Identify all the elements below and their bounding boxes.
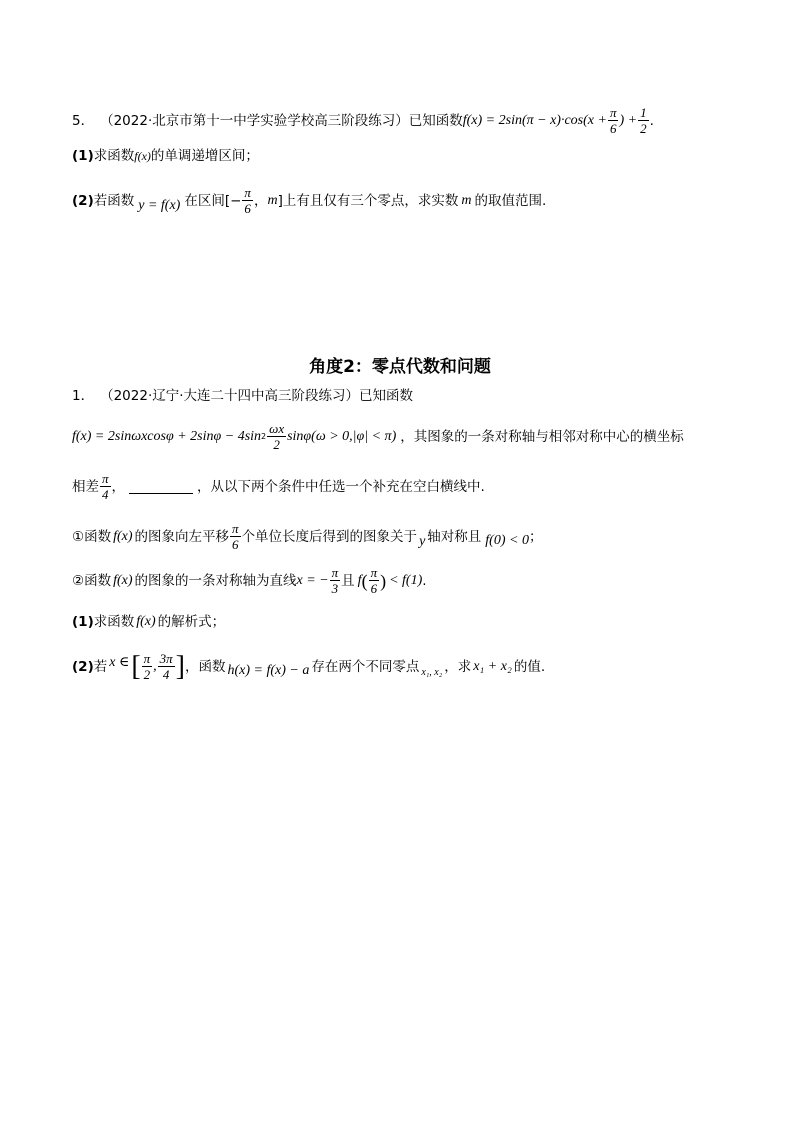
formula-part: sinφ(ω > 0,|φ| < π) — [287, 428, 397, 444]
problem-5-statement — [72, 106, 654, 135]
fraction: $\frac{\pi}{2}$ — [143, 651, 151, 682]
function-symbol: f — [357, 572, 362, 588]
answer-blank — [129, 479, 193, 494]
question-text: 若函数 — [93, 192, 135, 209]
condition-2 — [72, 566, 427, 595]
function-symbol: f(x) — [113, 528, 133, 544]
fraction: $\frac{\pi}{4}$ — [102, 471, 109, 502]
condition-text: ②函数 — [72, 572, 112, 589]
question-text: ，函数 — [185, 658, 226, 675]
end-punct: . — [649, 112, 654, 129]
exponent: 2 — [261, 431, 267, 441]
condition-formula: x ∈ — [109, 654, 130, 670]
condition-text: . — [422, 572, 427, 589]
problem-source: （2022·辽宁·大连二十四中高三阶段练习） — [100, 388, 360, 404]
question-text: ，求 — [444, 658, 472, 675]
condition-text: 轴对称且 — [427, 528, 482, 545]
question-label: (2) — [72, 192, 94, 209]
condition-text: ； — [528, 528, 543, 545]
question-text: 的解析式； — [157, 614, 226, 630]
question-label: (1) — [72, 614, 94, 630]
fraction: $\frac{\pi}{6}$ — [609, 105, 617, 136]
variable-y: y — [419, 533, 426, 549]
question-text: 存在两个不同零点 — [311, 658, 420, 675]
formula-part: f(x) = 2sinωxcosφ + 2sinφ − 4sin — [72, 428, 262, 444]
fraction: $\frac{1}{2}$ — [640, 105, 647, 136]
variable-m: m — [461, 192, 472, 208]
question-text: 若 — [93, 658, 108, 675]
comma: , — [153, 658, 157, 674]
condition-text: 的图象的一条对称轴为直线 — [134, 572, 297, 589]
problem-1-line3 — [72, 472, 485, 501]
problem-text: ，其图象的一条对称轴与相邻对称中心的横坐标 — [400, 428, 684, 445]
condition-1 — [72, 522, 542, 551]
fraction: $\frac{\omega x}{2}$ — [269, 421, 285, 452]
question-label: (1) — [72, 148, 94, 164]
zeros-symbol: x₁, x₂ — [421, 666, 443, 678]
problem-number: 5． — [72, 112, 95, 129]
problem-text: ，从以下两个条件中任选一个补充在空白横线中. — [197, 478, 485, 495]
right-bracket: ] — [175, 650, 185, 682]
function-symbol: y = f(x) — [138, 197, 181, 213]
problem-1-question-1 — [72, 612, 225, 632]
fraction: $\frac{3\pi}{4}$ — [159, 651, 173, 682]
problem-number: 1． — [72, 388, 95, 404]
problem-1-function — [72, 422, 684, 451]
condition-text: 个单位长度后得到的图象关于 — [241, 528, 418, 545]
problem-text: ， — [111, 478, 126, 495]
problem-intro: 已知函数 — [408, 112, 463, 129]
problem-5-question-2 — [72, 186, 546, 215]
function-symbol: f(x) — [134, 149, 151, 163]
sum-formula: x₁ + x₂ — [473, 658, 512, 674]
left-bracket: [ — [131, 650, 141, 682]
question-text: 的值. — [513, 658, 546, 675]
formula-part: f(x) = 2sin(π − x)·cos(x + — [462, 112, 607, 128]
condition-formula: h(x) = f(x) − a — [227, 662, 310, 678]
condition-formula: f(0) < 0 — [485, 532, 529, 548]
question-text: 在区间[− — [184, 192, 242, 209]
problem-source: （2022·北京市第十一中学实验学校高三阶段练习） — [100, 112, 409, 129]
question-text: ， — [253, 192, 268, 209]
function-symbol: f(x) — [136, 614, 156, 629]
problem-1-question-2 — [72, 652, 545, 681]
condition-text: 的图象向左平移 — [134, 528, 230, 545]
question-text: ]上有且仅有三个零点，求实数 — [277, 192, 459, 209]
fraction: $\frac{\pi}{6}$ — [244, 185, 251, 216]
problem-intro: 已知函数 — [359, 388, 414, 404]
fraction: $\frac{\pi}{6}$ — [232, 521, 239, 552]
question-text: 求函数 — [93, 148, 135, 164]
fraction: $\frac{\pi}{3}$ — [331, 565, 339, 596]
condition-formula: x = − — [296, 572, 329, 588]
question-text: 的取值范围. — [474, 192, 547, 209]
question-text: 求函数 — [93, 614, 135, 630]
problem-5-question-1 — [72, 146, 259, 166]
condition-text: ①函数 — [72, 528, 112, 545]
condition-text: 且 — [341, 572, 355, 589]
variable-m: m — [267, 192, 278, 208]
function-symbol: f(x) — [113, 572, 133, 588]
question-text: 的单调递增区间； — [150, 148, 259, 164]
right-paren: ) — [380, 570, 387, 591]
condition-formula: < f(1) — [389, 572, 423, 588]
section-heading: 角度2：零点代数和问题 — [309, 357, 491, 377]
fraction: $\frac{\pi}{6}$ — [370, 565, 378, 596]
formula-part: ) + — [619, 112, 638, 128]
left-paren: ( — [361, 570, 368, 591]
problem-text: 相差 — [72, 478, 99, 495]
problem-1-header — [72, 386, 413, 406]
question-label: (2) — [72, 658, 94, 675]
